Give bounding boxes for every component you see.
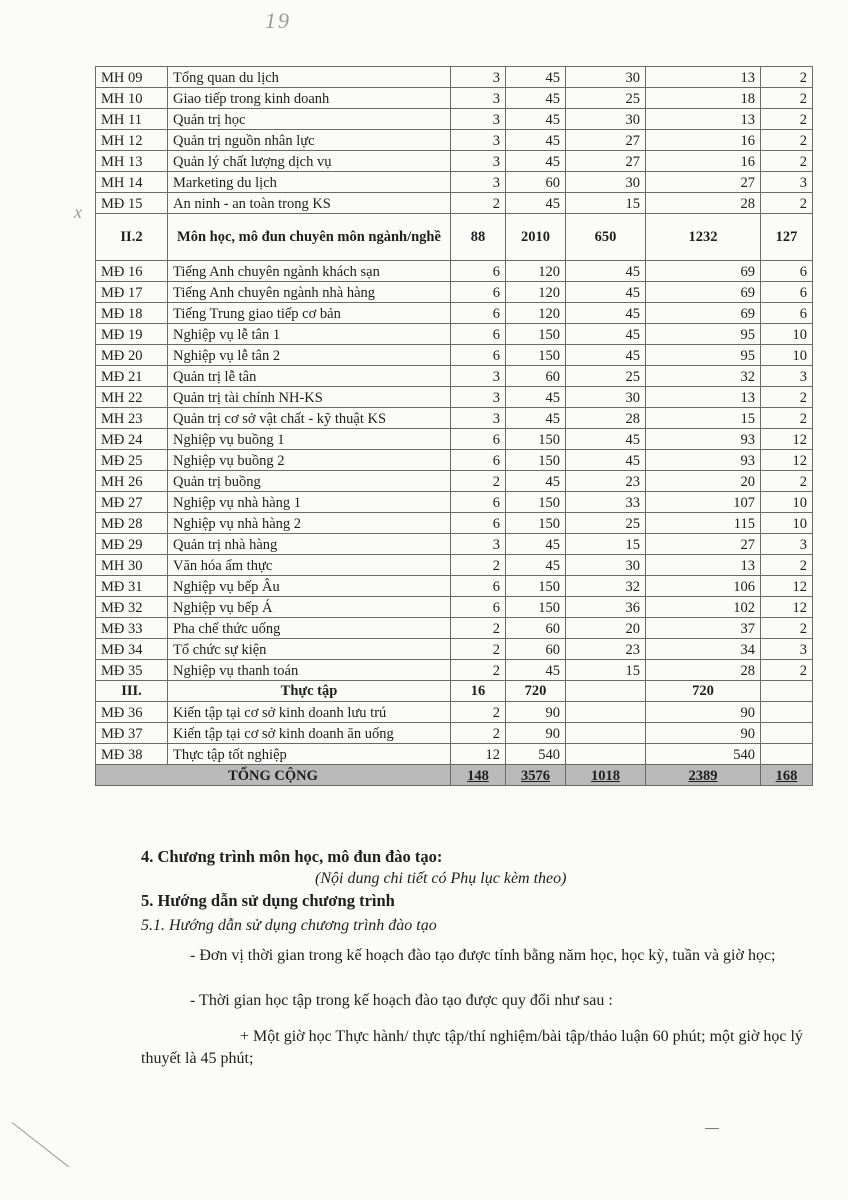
cell-code: MĐ 34 <box>96 639 168 660</box>
total-label: TỔNG CỘNG <box>96 765 451 786</box>
cell-practice: 115 <box>646 513 761 534</box>
cell-practice: 13 <box>646 67 761 88</box>
cell-exam: 12 <box>761 576 813 597</box>
cell-theory <box>566 744 646 765</box>
table-row <box>96 513 813 534</box>
cell-practice: 1232 <box>646 214 761 261</box>
cell-credits: 2 <box>451 723 506 744</box>
table-row <box>96 450 813 471</box>
cell-credits: 2 <box>451 618 506 639</box>
cell-credits: 2 <box>451 639 506 660</box>
cell-total: 150 <box>506 576 566 597</box>
cell-code: MĐ 17 <box>96 282 168 303</box>
total-theory-value: 1018 <box>591 768 620 784</box>
cell-credits: 6 <box>451 450 506 471</box>
cell-theory: 23 <box>566 639 646 660</box>
cell-credits: 2 <box>451 193 506 214</box>
cell-code: MĐ 29 <box>96 534 168 555</box>
cell-exam: 12 <box>761 597 813 618</box>
cell-total: 45 <box>506 660 566 681</box>
cell-theory: 30 <box>566 555 646 576</box>
cell-exam: 2 <box>761 88 813 109</box>
cell-total: 60 <box>506 618 566 639</box>
cell-practice: 90 <box>646 723 761 744</box>
cell-practice: 69 <box>646 261 761 282</box>
cell-practice: 69 <box>646 282 761 303</box>
table-row <box>96 261 813 282</box>
cell-code: II.2 <box>96 214 168 261</box>
cell-credits: 3 <box>451 151 506 172</box>
cell-code: MH 26 <box>96 471 168 492</box>
cell-name: Nghiệp vụ nhà hàng 1 <box>168 492 451 513</box>
cell-name: Quản trị nhà hàng <box>168 534 451 555</box>
cell-code: MH 10 <box>96 88 168 109</box>
cell-code: MĐ 32 <box>96 597 168 618</box>
cell-exam: 2 <box>761 67 813 88</box>
cell-code: MĐ 15 <box>96 193 168 214</box>
cell-code: MĐ 36 <box>96 702 168 723</box>
cell-theory: 15 <box>566 193 646 214</box>
cell-name: Quản trị tài chính NH-KS <box>168 387 451 408</box>
cell-theory: 23 <box>566 471 646 492</box>
table-row <box>96 471 813 492</box>
cell-code: MH 09 <box>96 67 168 88</box>
cell-credits: 6 <box>451 492 506 513</box>
cell-theory: 27 <box>566 151 646 172</box>
cell-total: 60 <box>506 172 566 193</box>
cell-practice: 27 <box>646 534 761 555</box>
cell-exam: 2 <box>761 555 813 576</box>
cell-code: MH 12 <box>96 130 168 151</box>
cell-credits: 88 <box>451 214 506 261</box>
total-total <box>506 765 566 786</box>
table-row <box>96 172 813 193</box>
cell-exam <box>761 723 813 744</box>
table-row <box>96 429 813 450</box>
cell-theory: 36 <box>566 597 646 618</box>
cell-name: Nghiệp vụ thanh toán <box>168 660 451 681</box>
cell-credits: 6 <box>451 303 506 324</box>
cell-total: 150 <box>506 324 566 345</box>
cell-credits: 12 <box>451 744 506 765</box>
cell-exam: 3 <box>761 172 813 193</box>
cell-credits: 3 <box>451 67 506 88</box>
cell-total: 150 <box>506 345 566 366</box>
cell-code: MĐ 16 <box>96 261 168 282</box>
cell-exam <box>761 744 813 765</box>
table-row <box>96 130 813 151</box>
cell-code: MĐ 19 <box>96 324 168 345</box>
table-row <box>96 67 813 88</box>
table-row <box>96 723 813 744</box>
cell-practice: 16 <box>646 130 761 151</box>
cell-practice: 93 <box>646 450 761 471</box>
cell-practice: 28 <box>646 193 761 214</box>
cell-name: Tiếng Trung giao tiếp cơ bản <box>168 303 451 324</box>
cell-practice: 32 <box>646 366 761 387</box>
cell-practice: 102 <box>646 597 761 618</box>
cell-total: 120 <box>506 282 566 303</box>
cell-total: 90 <box>506 702 566 723</box>
cell-theory: 15 <box>566 660 646 681</box>
cell-code: MĐ 24 <box>96 429 168 450</box>
cell-name: Nghiệp vụ nhà hàng 2 <box>168 513 451 534</box>
cell-credits: 2 <box>451 702 506 723</box>
cell-credits: 3 <box>451 534 506 555</box>
cell-theory: 45 <box>566 261 646 282</box>
cell-credits: 3 <box>451 109 506 130</box>
cell-exam: 10 <box>761 513 813 534</box>
cell-total: 45 <box>506 109 566 130</box>
cell-theory: 28 <box>566 408 646 429</box>
cell-credits: 6 <box>451 576 506 597</box>
cell-theory <box>566 723 646 744</box>
table-row <box>96 534 813 555</box>
cell-code: MĐ 18 <box>96 303 168 324</box>
cell-name: Quản lý chất lượng dịch vụ <box>168 151 451 172</box>
cell-credits: 3 <box>451 366 506 387</box>
cell-exam <box>761 702 813 723</box>
cell-total: 720 <box>506 681 566 702</box>
table-row <box>96 576 813 597</box>
cell-name: Tiếng Anh chuyên ngành khách sạn <box>168 261 451 282</box>
cell-practice: 720 <box>646 681 761 702</box>
cell-code: MH 14 <box>96 172 168 193</box>
section-4-note: (Nội dung chi tiết có Phụ lục kèm theo) <box>315 870 567 887</box>
cell-practice: 95 <box>646 324 761 345</box>
scan-dash-mark <box>705 1128 719 1129</box>
cell-total: 150 <box>506 597 566 618</box>
cell-total: 150 <box>506 513 566 534</box>
table-row <box>96 702 813 723</box>
cell-name: Nghiệp vụ lễ tân 1 <box>168 324 451 345</box>
cell-exam: 2 <box>761 471 813 492</box>
cell-practice: 28 <box>646 660 761 681</box>
cell-code: MĐ 27 <box>96 492 168 513</box>
cell-total: 120 <box>506 303 566 324</box>
cell-credits: 6 <box>451 282 506 303</box>
total-exam <box>761 765 813 786</box>
cell-total: 45 <box>506 67 566 88</box>
table-row <box>96 282 813 303</box>
cell-credits: 6 <box>451 429 506 450</box>
cell-credits: 2 <box>451 660 506 681</box>
section-5-heading: 5. Hướng dẫn sử dụng chương trình <box>141 891 395 910</box>
cell-name: Quản trị học <box>168 109 451 130</box>
cell-total: 45 <box>506 88 566 109</box>
cell-code: MĐ 35 <box>96 660 168 681</box>
cell-practice: 13 <box>646 387 761 408</box>
cell-name: Quản trị lễ tân <box>168 366 451 387</box>
cell-exam: 2 <box>761 660 813 681</box>
cell-code: MĐ 37 <box>96 723 168 744</box>
cell-theory: 45 <box>566 303 646 324</box>
cell-exam: 2 <box>761 109 813 130</box>
cell-credits: 6 <box>451 513 506 534</box>
cell-name: An ninh - an toàn trong KS <box>168 193 451 214</box>
cell-theory <box>566 681 646 702</box>
cell-total: 2010 <box>506 214 566 261</box>
cell-name: Nghiệp vụ lễ tân 2 <box>168 345 451 366</box>
cell-credits: 6 <box>451 345 506 366</box>
cell-total: 150 <box>506 450 566 471</box>
section-5-1-heading: 5.1. Hướng dẫn sử dụng chương trình đào tạo <box>141 917 437 934</box>
table-row <box>96 387 813 408</box>
cell-credits: 2 <box>451 555 506 576</box>
cell-exam <box>761 681 813 702</box>
cell-practice: 540 <box>646 744 761 765</box>
table-row <box>96 408 813 429</box>
cell-credits: 6 <box>451 261 506 282</box>
table-row <box>96 151 813 172</box>
cell-theory: 25 <box>566 513 646 534</box>
cell-exam: 3 <box>761 366 813 387</box>
scan-edge-line <box>12 1122 69 1167</box>
cell-code: MĐ 28 <box>96 513 168 534</box>
cell-name: Tiếng Anh chuyên ngành nhà hàng <box>168 282 451 303</box>
cell-name: Tổng quan du lịch <box>168 67 451 88</box>
cell-theory: 45 <box>566 450 646 471</box>
cell-credits: 3 <box>451 387 506 408</box>
cell-name: Quản trị nguồn nhân lực <box>168 130 451 151</box>
cell-code: MH 22 <box>96 387 168 408</box>
cell-theory: 15 <box>566 534 646 555</box>
cell-code: MĐ 33 <box>96 618 168 639</box>
table-row <box>96 618 813 639</box>
cell-exam: 10 <box>761 345 813 366</box>
cell-exam: 12 <box>761 429 813 450</box>
cell-exam: 2 <box>761 151 813 172</box>
handwritten-page-number: 19 <box>265 8 291 33</box>
cell-code: MĐ 25 <box>96 450 168 471</box>
cell-exam: 3 <box>761 639 813 660</box>
cell-exam: 6 <box>761 282 813 303</box>
table-row <box>96 744 813 765</box>
total-practice <box>646 765 761 786</box>
cell-practice: 13 <box>646 555 761 576</box>
cell-practice: 27 <box>646 172 761 193</box>
table-row <box>96 366 813 387</box>
cell-name: Pha chế thức uống <box>168 618 451 639</box>
cell-total: 45 <box>506 130 566 151</box>
table-row <box>96 109 813 130</box>
cell-name: Tổ chức sự kiện <box>168 639 451 660</box>
total-theory <box>566 765 646 786</box>
cell-exam: 6 <box>761 261 813 282</box>
cell-theory: 650 <box>566 214 646 261</box>
cell-total: 120 <box>506 261 566 282</box>
cell-exam: 10 <box>761 492 813 513</box>
cell-name: Marketing du lịch <box>168 172 451 193</box>
cell-credits: 3 <box>451 408 506 429</box>
cell-total: 45 <box>506 534 566 555</box>
table-row <box>96 345 813 366</box>
cell-theory <box>566 702 646 723</box>
cell-exam: 6 <box>761 303 813 324</box>
cell-name: Kiến tập tại cơ sở kinh doanh lưu trú <box>168 702 451 723</box>
cell-practice: 16 <box>646 151 761 172</box>
cell-exam: 2 <box>761 408 813 429</box>
cell-code: MĐ 21 <box>96 366 168 387</box>
cell-total: 60 <box>506 639 566 660</box>
cell-theory: 45 <box>566 282 646 303</box>
cell-name: Nghiệp vụ buồng 2 <box>168 450 451 471</box>
cell-code: MĐ 31 <box>96 576 168 597</box>
cell-name: Nghiệp vụ buồng 1 <box>168 429 451 450</box>
total-practice-value: 2389 <box>688 768 718 784</box>
cell-total: 540 <box>506 744 566 765</box>
cell-practice: 107 <box>646 492 761 513</box>
cell-practice: 15 <box>646 408 761 429</box>
cell-code: MH 23 <box>96 408 168 429</box>
cell-exam: 2 <box>761 387 813 408</box>
cell-name: Giao tiếp trong kinh doanh <box>168 88 451 109</box>
cell-practice: 34 <box>646 639 761 660</box>
cell-name: Kiến tập tại cơ sở kinh doanh ăn uống <box>168 723 451 744</box>
cell-practice: 90 <box>646 702 761 723</box>
cell-theory: 20 <box>566 618 646 639</box>
table-row <box>96 597 813 618</box>
cell-credits: 6 <box>451 324 506 345</box>
cell-total: 45 <box>506 471 566 492</box>
cell-exam: 2 <box>761 193 813 214</box>
cell-total: 150 <box>506 429 566 450</box>
cell-theory: 30 <box>566 387 646 408</box>
table-row <box>96 324 813 345</box>
paragraph-hour-definition: + Một giờ học Thực hành/ thực tập/thí nghiệm/bài tập/thảo luận 60 phút; một giờ học lý thuyết là 45 phút; <box>141 1028 803 1067</box>
cell-theory: 30 <box>566 109 646 130</box>
cell-theory: 33 <box>566 492 646 513</box>
cell-credits: 16 <box>451 681 506 702</box>
cell-name: Quản trị buồng <box>168 471 451 492</box>
cell-theory: 45 <box>566 324 646 345</box>
table-row <box>96 193 813 214</box>
table-row <box>96 492 813 513</box>
cell-name: Nghiệp vụ bếp Âu <box>168 576 451 597</box>
cell-theory: 27 <box>566 130 646 151</box>
cell-total: 150 <box>506 492 566 513</box>
cell-theory: 45 <box>566 345 646 366</box>
cell-total: 45 <box>506 408 566 429</box>
table-row <box>96 88 813 109</box>
handwritten-margin-mark: x <box>74 202 82 222</box>
table-row <box>96 639 813 660</box>
cell-theory: 30 <box>566 172 646 193</box>
table-group-row <box>96 214 813 261</box>
cell-exam: 12 <box>761 450 813 471</box>
paragraph-time-conversion: - Thời gian học tập trong kế hoạch đào tạo được quy đổi như sau : <box>190 992 613 1009</box>
cell-practice: 20 <box>646 471 761 492</box>
cell-exam: 2 <box>761 618 813 639</box>
section-4-heading: 4. Chương trình môn học, mô đun đào tạo: <box>141 847 443 866</box>
cell-practice: 18 <box>646 88 761 109</box>
table-group-row <box>96 681 813 702</box>
table-row <box>96 660 813 681</box>
cell-practice: 93 <box>646 429 761 450</box>
cell-practice: 13 <box>646 109 761 130</box>
cell-total: 45 <box>506 387 566 408</box>
cell-code: MĐ 38 <box>96 744 168 765</box>
cell-practice: 106 <box>646 576 761 597</box>
cell-theory: 45 <box>566 429 646 450</box>
cell-name: Thực tập tốt nghiệp <box>168 744 451 765</box>
cell-exam: 127 <box>761 214 813 261</box>
cell-theory: 25 <box>566 88 646 109</box>
cell-theory: 25 <box>566 366 646 387</box>
table-total-row <box>96 765 813 786</box>
cell-exam: 3 <box>761 534 813 555</box>
cell-total: 45 <box>506 193 566 214</box>
curriculum-table <box>95 66 813 786</box>
cell-code: MĐ 20 <box>96 345 168 366</box>
paragraph-time-unit: - Đơn vị thời gian trong kế hoạch đào tạo được tính bằng năm học, học kỳ, tuần và giờ học; <box>190 947 776 964</box>
cell-total: 60 <box>506 366 566 387</box>
total-credits <box>451 765 506 786</box>
cell-practice: 37 <box>646 618 761 639</box>
cell-name: Thực tập <box>168 681 451 702</box>
cell-code: MH 11 <box>96 109 168 130</box>
total-credits-value: 148 <box>467 768 489 784</box>
total-exam-value: 168 <box>775 768 798 784</box>
cell-practice: 95 <box>646 345 761 366</box>
cell-total: 45 <box>506 555 566 576</box>
cell-code: MH 30 <box>96 555 168 576</box>
cell-total: 45 <box>506 151 566 172</box>
cell-credits: 6 <box>451 597 506 618</box>
cell-credits: 3 <box>451 88 506 109</box>
cell-exam: 2 <box>761 130 813 151</box>
cell-credits: 3 <box>451 172 506 193</box>
cell-total: 90 <box>506 723 566 744</box>
cell-practice: 69 <box>646 303 761 324</box>
cell-credits: 2 <box>451 471 506 492</box>
cell-theory: 30 <box>566 67 646 88</box>
cell-exam: 10 <box>761 324 813 345</box>
cell-name: Môn học, mô đun chuyên môn ngành/nghề <box>168 214 451 261</box>
cell-name: Văn hóa ẩm thực <box>168 555 451 576</box>
cell-code: III. <box>96 681 168 702</box>
table-row <box>96 555 813 576</box>
total-total-value: 3576 <box>521 768 550 784</box>
cell-credits: 3 <box>451 130 506 151</box>
table-row <box>96 303 813 324</box>
cell-theory: 32 <box>566 576 646 597</box>
cell-code: MH 13 <box>96 151 168 172</box>
cell-name: Quản trị cơ sở vật chất - kỹ thuật KS <box>168 408 451 429</box>
cell-name: Nghiệp vụ bếp Á <box>168 597 451 618</box>
